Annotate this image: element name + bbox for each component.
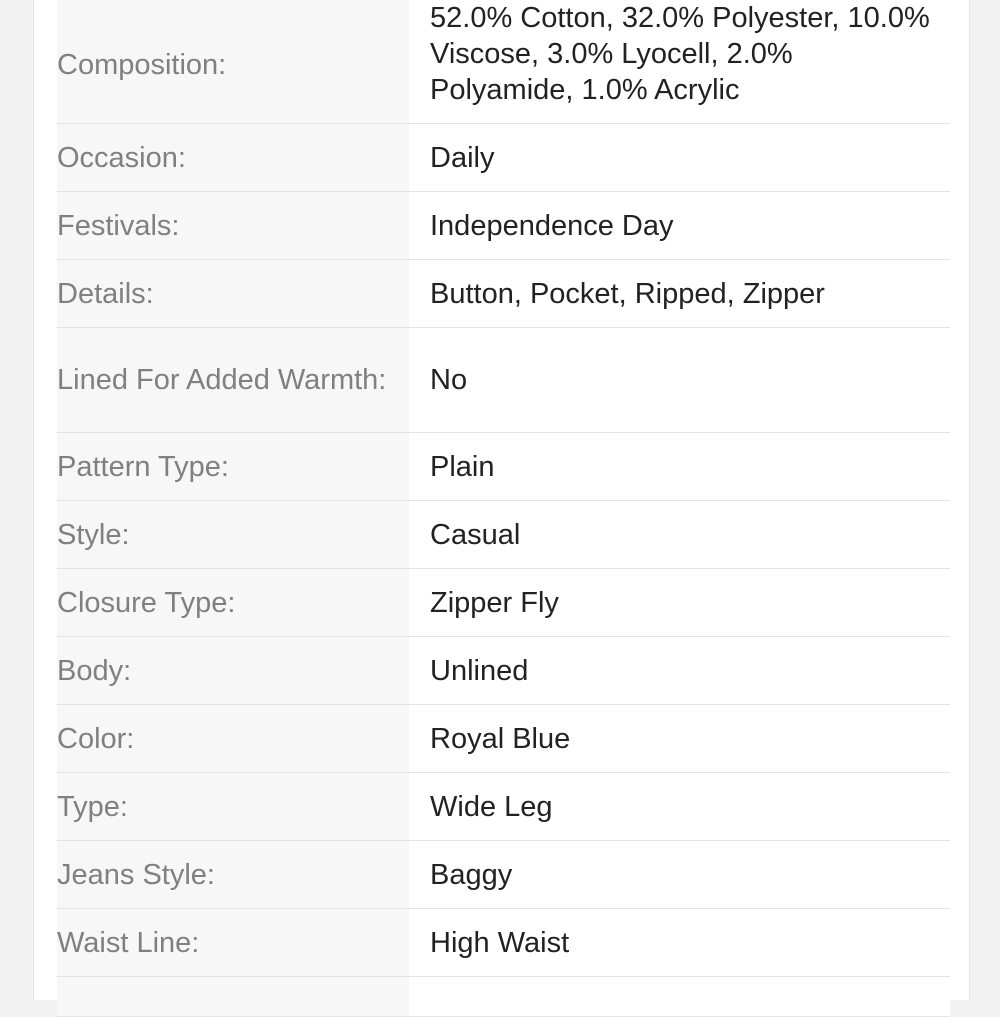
spec-row-type — [57, 773, 950, 841]
spec-row-body — [57, 637, 950, 705]
specs-table — [57, 0, 950, 1017]
spec-label: Occasion: — [57, 124, 409, 191]
spec-value: Casual — [409, 501, 950, 568]
spec-row-details — [57, 260, 950, 328]
spec-value: Baggy — [409, 841, 950, 908]
spec-value: High Waist — [409, 909, 950, 976]
spec-row-pattern-type — [57, 433, 950, 501]
spec-label: Waist Line: — [57, 909, 409, 976]
spec-label: Lined For Added Warmth: — [57, 328, 409, 432]
spec-row-jeans-style — [57, 841, 950, 909]
spec-row-lined — [57, 328, 950, 433]
spec-label: Festivals: — [57, 192, 409, 259]
spec-row-closure-type — [57, 569, 950, 637]
spec-value: Zipper Fly — [409, 569, 950, 636]
product-specs-panel — [33, 0, 970, 1000]
spec-label: Closure Type: — [57, 569, 409, 636]
spec-value: No — [409, 328, 950, 432]
spec-value: Daily — [409, 124, 950, 191]
spec-row-festivals — [57, 192, 950, 260]
spec-row-occasion — [57, 124, 950, 192]
spec-value: Plain — [409, 433, 950, 500]
spec-row-style — [57, 501, 950, 569]
spec-label: Details: — [57, 260, 409, 327]
spec-label: Type: — [57, 773, 409, 840]
spec-label: Jeans Style: — [57, 841, 409, 908]
spec-label: Pattern Type: — [57, 433, 409, 500]
spec-value: Independence Day — [409, 192, 950, 259]
spec-value: 52.0% Cotton, 32.0% Polyester, 10.0% Viscose, 3.0% Lyocell, 2.0% Polyamide, 1.0% Acrylic — [409, 0, 950, 123]
spec-row-color — [57, 705, 950, 773]
spec-row-next — [57, 977, 950, 1017]
spec-value: Royal Blue — [409, 705, 950, 772]
spec-value: Unlined — [409, 637, 950, 704]
spec-label: Color: — [57, 705, 409, 772]
spec-label — [57, 977, 409, 1016]
spec-row-waist-line — [57, 909, 950, 977]
spec-value: Button, Pocket, Ripped, Zipper — [409, 260, 950, 327]
spec-value: Wide Leg — [409, 773, 950, 840]
spec-label: Body: — [57, 637, 409, 704]
spec-label: Composition: — [57, 0, 409, 123]
spec-value — [409, 977, 950, 1016]
spec-label: Style: — [57, 501, 409, 568]
spec-row-composition — [57, 0, 950, 124]
